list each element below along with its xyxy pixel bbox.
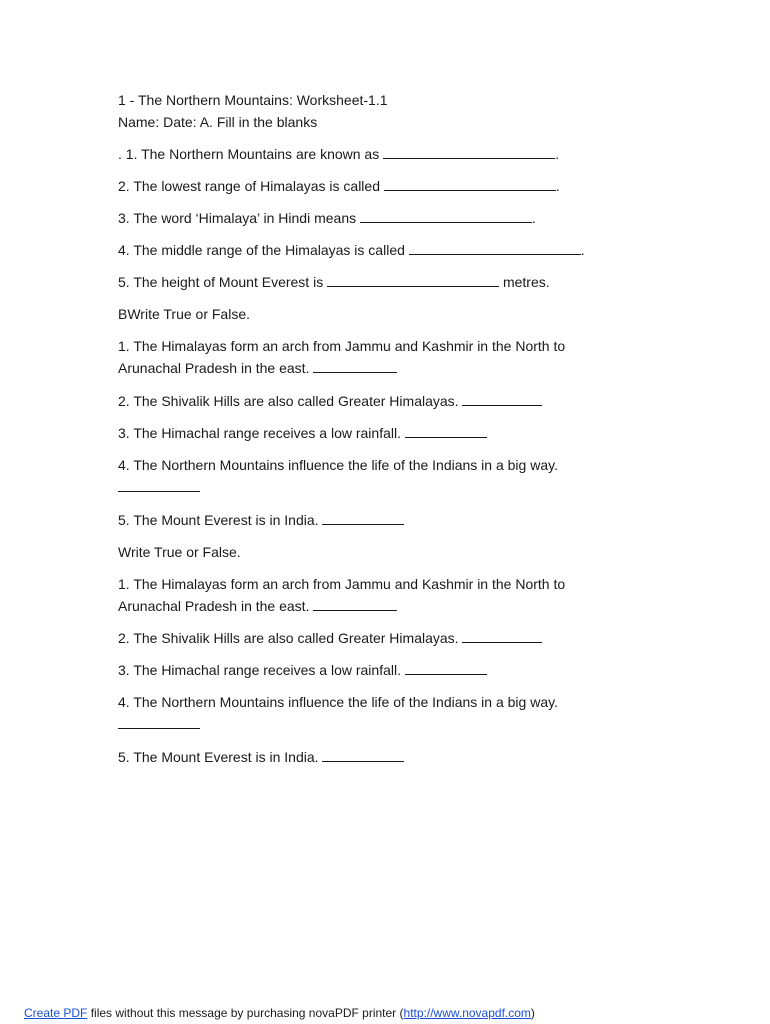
answer-blank[interactable] [462,393,542,406]
question-text: 3. The Himachal range receives a low rainfall. [118,425,405,441]
question-text: 3. The Himachal range receives a low rainfall. [118,662,405,678]
fill-blank-item [118,145,559,163]
tf-question [118,392,542,410]
answer-blank[interactable] [409,242,581,255]
answer-blank[interactable] [327,274,499,287]
tf-question-line [118,359,397,377]
answer-blank[interactable] [313,360,397,373]
answer-blank[interactable] [322,749,404,762]
footer-text: files without this message by purchasing novaPDF printer ( [87,1006,404,1020]
tf-question [118,661,487,679]
worksheet-subtitle: Name: Date: A. Fill in the blanks [118,114,318,130]
answer-blank[interactable] [405,425,487,438]
question-text: Arunachal Pradesh in the east. [118,360,314,376]
question-text: 2. The lowest range of Himalayas is called [118,178,384,194]
footer-end: ) [530,1006,535,1020]
novapdf-link[interactable]: http://www.novapdf.com [403,1006,531,1020]
answer-blank[interactable] [118,716,200,729]
answer-blank[interactable] [313,598,397,611]
answer-blank[interactable] [384,178,556,191]
section-c-heading: Write True or False. [118,544,241,560]
tf-answer-line [118,715,200,733]
question-suffix: . [580,242,585,258]
question-suffix: . [555,178,560,194]
tf-question [118,748,404,766]
tf-question-line: 1. The Himalayas form an arch from Jammu and Kashmir in the North to [118,338,566,354]
answer-blank[interactable] [383,146,555,159]
fill-blank-item [118,209,536,227]
answer-blank[interactable] [322,512,404,525]
pdf-footer [24,1005,535,1021]
tf-question [118,424,487,442]
tf-question [118,511,404,529]
answer-blank[interactable] [405,662,487,675]
answer-blank[interactable] [462,630,542,643]
section-b-heading: BWrite True or False. [118,306,251,322]
tf-question-line: 1. The Himalayas form an arch from Jammu and Kashmir in the North to [118,576,566,592]
question-text: . 1. The Northern Mountains are known as [118,146,384,162]
fill-blank-item [118,273,550,291]
tf-question-line [118,597,397,615]
tf-answer-line [118,478,200,496]
question-text: 3. The word ‘Himalaya’ in Hindi means [118,210,360,226]
create-pdf-link[interactable]: Create PDF [24,1006,88,1020]
tf-question: 4. The Northern Mountains influence the life of the Indians in a big way. [118,694,558,710]
worksheet-title: 1 - The Northern Mountains: Worksheet-1.1 [118,92,388,108]
question-text: Arunachal Pradesh in the east. [118,598,314,614]
question-suffix: . [532,210,536,226]
question-text: 5. The height of Mount Everest is [118,274,328,290]
question-suffix: . [555,146,559,162]
fill-blank-item [118,177,560,195]
question-text: 5. The Mount Everest is in India. [118,512,323,528]
tf-question [118,629,542,647]
question-text: 2. The Shivalik Hills are also called Greater Himalayas. [118,630,463,646]
question-text: 2. The Shivalik Hills are also called Greater Himalayas. [118,393,463,409]
tf-question: 4. The Northern Mountains influence the life of the Indians in a big way. [118,457,558,473]
fill-blank-item [118,241,585,259]
answer-blank[interactable] [118,479,200,492]
question-suffix: metres. [499,274,550,290]
question-text: 5. The Mount Everest is in India. [118,749,323,765]
answer-blank[interactable] [360,210,532,223]
question-text: 4. The middle range of the Himalayas is called [118,242,409,258]
